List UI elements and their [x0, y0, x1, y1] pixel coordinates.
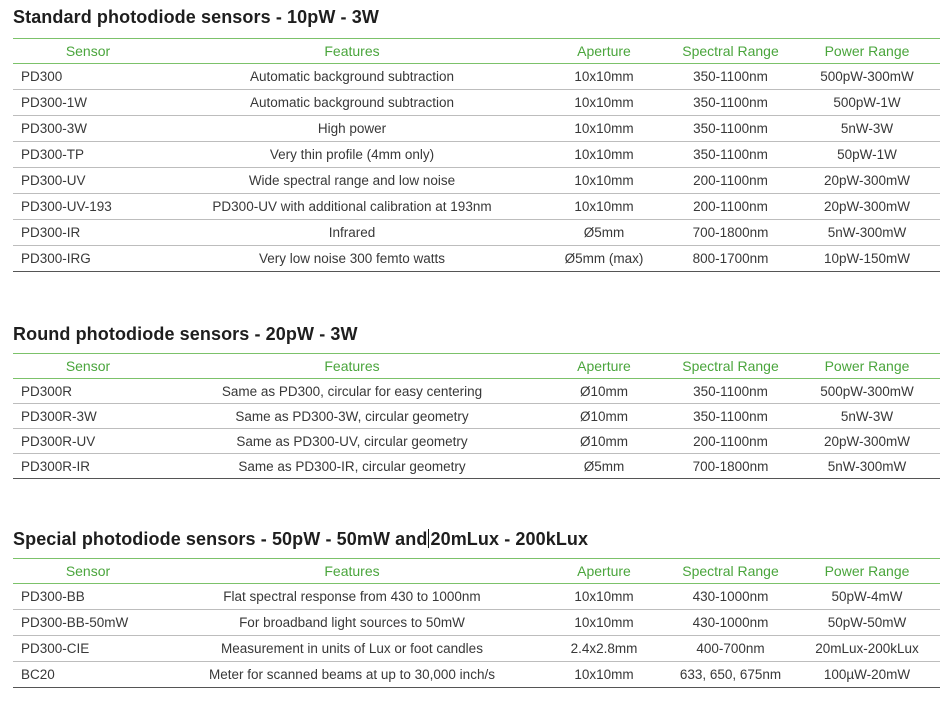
cell-features: Very low noise 300 femto watts — [258, 251, 446, 266]
cell-power-range: 10pW-150mW — [823, 251, 911, 266]
table-row — [13, 142, 940, 168]
cell-spectral-range: 350-1100nm — [693, 69, 768, 84]
cell-aperture: 10x10mm — [574, 199, 634, 214]
cell-sensor: PD300-IRG — [21, 251, 91, 266]
cell-features: Infrared — [328, 225, 376, 240]
cell-power-range: 5nW-3W — [840, 121, 894, 136]
table-row — [13, 610, 940, 636]
cell-features: Automatic background subtraction — [249, 69, 455, 84]
cell-power-range: 500pW-1W — [833, 95, 901, 110]
table-row — [13, 246, 940, 272]
cell-spectral-range: 350-1100nm — [693, 95, 768, 110]
cell-sensor: PD300 — [21, 69, 63, 84]
cell-spectral-range: 400-700nm — [696, 641, 765, 656]
cell-features: PD300-UV with additional calibration at 193nm — [212, 199, 492, 214]
table-row — [13, 404, 940, 429]
cell-sensor: PD300R-3W — [21, 408, 97, 424]
table-row — [13, 584, 940, 610]
cell-features: Same as PD300-3W, circular geometry — [235, 408, 469, 424]
cell-power-range: 5nW-300mW — [827, 458, 907, 474]
cell-aperture: Ø5mm (max) — [564, 251, 644, 266]
cell-sensor: PD300R-UV — [21, 433, 96, 449]
table-row — [13, 90, 940, 116]
section-title: Standard photodiode sensors - 10pW - 3W — [13, 7, 379, 27]
cell-spectral-range: 430-1000nm — [692, 589, 769, 604]
cell-features: Automatic background subtraction — [249, 95, 455, 110]
cell-aperture: 10x10mm — [574, 69, 634, 84]
cell-aperture: 10x10mm — [574, 147, 634, 162]
cell-power-range: 20pW-300mW — [823, 433, 911, 449]
table-row — [13, 220, 940, 246]
table-header-row — [13, 559, 940, 584]
cell-features: Same as PD300, circular for easy centering — [221, 383, 483, 399]
table-header-row — [13, 354, 940, 379]
header-power-range: Power Range — [824, 43, 910, 59]
cell-spectral-range: 700-1800nm — [692, 458, 769, 474]
cell-sensor: BC20 — [21, 667, 55, 682]
header-sensor: Sensor — [65, 563, 111, 579]
cell-sensor: PD300-BB — [21, 589, 85, 604]
cell-features: Flat spectral response from 430 to 1000nm — [223, 589, 481, 604]
section-title — [13, 528, 940, 554]
cell-spectral-range: 200-1100nm — [693, 173, 768, 188]
cell-aperture: Ø10mm — [579, 383, 628, 399]
cell-spectral-range: 700-1800nm — [692, 225, 769, 240]
cell-power-range: 5nW-300mW — [827, 225, 907, 240]
cell-aperture: Ø10mm — [579, 433, 628, 449]
cell-power-range: 50pW-1W — [837, 147, 897, 162]
cell-power-range: 50pW-4mW — [831, 589, 903, 604]
cell-power-range: 50pW-50mW — [827, 615, 907, 630]
cell-spectral-range: 200-1100nm — [693, 199, 768, 214]
cell-spectral-range: 350-1100nm — [693, 147, 768, 162]
table-row — [13, 662, 940, 688]
header-aperture: Aperture — [577, 43, 631, 59]
cell-sensor: PD300-1W — [21, 95, 88, 110]
cell-spectral-range: 350-1100nm — [693, 408, 768, 424]
cell-spectral-range: 430-1000nm — [692, 615, 769, 630]
section-title-part2: 20mLux - 200kLux — [430, 529, 589, 549]
cell-features: Measurement in units of Lux or foot candles — [221, 641, 483, 656]
cell-spectral-range: 200-1100nm — [693, 433, 768, 449]
header-sensor: Sensor — [65, 43, 111, 59]
cell-features: Same as PD300-UV, circular geometry — [236, 433, 468, 449]
table-row — [13, 636, 940, 662]
cell-features: Same as PD300-IR, circular geometry — [238, 458, 466, 474]
cell-features: For broadband light sources to 50mW — [239, 615, 465, 630]
cell-sensor: PD300R-IR — [21, 458, 91, 474]
table-row — [13, 116, 940, 142]
cell-sensor: PD300-IR — [21, 225, 81, 240]
cell-sensor: PD300-UV — [21, 173, 86, 188]
sensor-table-standard — [13, 38, 940, 272]
cell-sensor: PD300-BB-50mW — [21, 615, 129, 630]
table-row — [13, 454, 940, 479]
cell-sensor: PD300-UV-193 — [21, 199, 112, 214]
section-special — [13, 528, 940, 688]
header-aperture: Aperture — [577, 563, 631, 579]
section-round — [13, 323, 940, 479]
table-row — [13, 194, 940, 220]
cell-features: Wide spectral range and low noise — [248, 173, 456, 188]
header-power-range: Power Range — [824, 358, 910, 374]
cell-aperture: 10x10mm — [574, 173, 634, 188]
cell-spectral-range: 633, 650, 675nm — [679, 667, 782, 682]
cell-aperture: 10x10mm — [574, 95, 634, 110]
cell-features: Meter for scanned beams at up to 30,000 inch/s — [209, 667, 495, 682]
header-aperture: Aperture — [577, 358, 631, 374]
cell-aperture: Ø5mm — [583, 458, 625, 474]
cell-aperture: 10x10mm — [574, 121, 634, 136]
table-row — [13, 429, 940, 454]
section-title-part1: Special photodiode sensors - 50pW - 50mW and — [13, 529, 428, 549]
cell-spectral-range: 350-1100nm — [693, 121, 768, 136]
cell-power-range: 100µW-20mW — [823, 667, 911, 682]
cell-power-range: 500pW-300mW — [820, 383, 914, 399]
header-spectral-range: Spectral Range — [682, 563, 779, 579]
cell-aperture: 10x10mm — [574, 589, 634, 604]
cell-aperture: Ø5mm — [583, 225, 625, 240]
cell-sensor: PD300-3W — [21, 121, 88, 136]
cell-aperture: 10x10mm — [574, 667, 634, 682]
table-row — [13, 379, 940, 404]
cell-sensor: PD300R — [21, 383, 73, 399]
sensor-table-special — [13, 558, 940, 688]
header-spectral-range: Spectral Range — [682, 358, 779, 374]
cell-aperture: Ø10mm — [579, 408, 628, 424]
cell-power-range: 5nW-3W — [840, 408, 894, 424]
section-standard — [13, 6, 940, 272]
cell-power-range: 20pW-300mW — [823, 199, 911, 214]
table-row — [13, 64, 940, 90]
table-header-row — [13, 39, 940, 64]
table-row — [13, 168, 940, 194]
cell-spectral-range: 350-1100nm — [693, 383, 768, 399]
cell-power-range: 20pW-300mW — [823, 173, 911, 188]
header-power-range: Power Range — [824, 563, 910, 579]
section-title: Round photodiode sensors - 20pW - 3W — [13, 324, 358, 344]
header-features: Features — [324, 358, 380, 374]
cell-sensor: PD300-CIE — [21, 641, 90, 656]
cell-spectral-range: 800-1700nm — [692, 251, 769, 266]
cell-features: High power — [317, 121, 387, 136]
header-sensor: Sensor — [65, 358, 111, 374]
header-features: Features — [324, 43, 380, 59]
header-features: Features — [324, 563, 380, 579]
cell-power-range: 500pW-300mW — [820, 69, 914, 84]
cell-aperture: 2.4x2.8mm — [570, 641, 638, 656]
cell-features: Very thin profile (4mm only) — [269, 147, 435, 162]
cell-sensor: PD300-TP — [21, 147, 85, 162]
sensor-table-round — [13, 353, 940, 479]
header-spectral-range: Spectral Range — [682, 43, 779, 59]
cell-power-range: 20mLux-200kLux — [815, 641, 919, 656]
cell-aperture: 10x10mm — [574, 615, 634, 630]
